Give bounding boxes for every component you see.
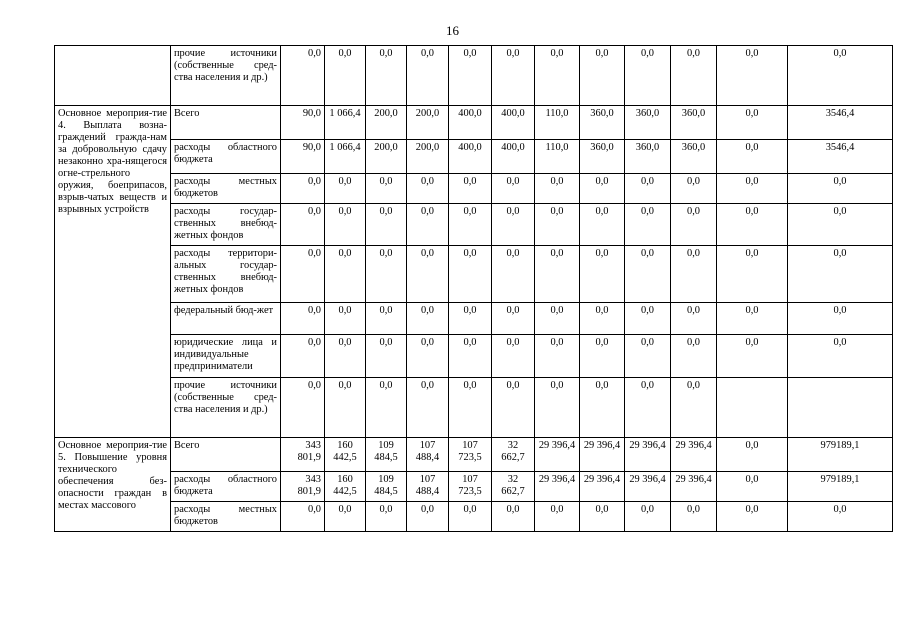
funding-source-cell: расходы территори-альных государ-ственных внебюд-жетных фондов <box>171 246 281 303</box>
funding-source-cell: расходы местных бюджетов <box>171 502 281 532</box>
value-cell: 32 662,7 <box>492 438 535 472</box>
value-cell: 0,0 <box>407 378 449 438</box>
value-cell: 343 801,9 <box>281 438 325 472</box>
value-cell: 0,0 <box>625 204 671 246</box>
value-cell: 400,0 <box>449 106 492 140</box>
value-cell: 0,0 <box>535 502 580 532</box>
table-row <box>55 140 893 174</box>
value-cell: 0,0 <box>717 46 788 106</box>
value-cell: 0,0 <box>449 303 492 335</box>
value-cell: 109 484,5 <box>366 438 407 472</box>
value-cell: 0,0 <box>492 378 535 438</box>
value-cell: 200,0 <box>407 140 449 174</box>
value-cell: 200,0 <box>407 106 449 140</box>
funding-source-cell: расходы местных бюджетов <box>171 174 281 204</box>
value-cell: 0,0 <box>535 46 580 106</box>
value-cell: 0,0 <box>717 246 788 303</box>
value-cell: 0,0 <box>325 502 366 532</box>
funding-source-cell: расходы государ-ственных внебюд-жетных фондов <box>171 204 281 246</box>
value-cell: 200,0 <box>366 106 407 140</box>
value-cell: 1 066,4 <box>325 106 366 140</box>
value-cell: 0,0 <box>717 204 788 246</box>
total-cell: 0,0 <box>788 46 893 106</box>
funding-source-cell: расходы областного бюджета <box>171 140 281 174</box>
value-cell: 90,0 <box>281 106 325 140</box>
value-cell <box>717 378 788 438</box>
value-cell: 29 396,4 <box>625 472 671 502</box>
value-cell: 0,0 <box>281 378 325 438</box>
table-row <box>55 106 893 140</box>
table-row <box>55 303 893 335</box>
value-cell: 0,0 <box>407 46 449 106</box>
table-row <box>55 246 893 303</box>
total-cell: 0,0 <box>788 174 893 204</box>
value-cell: 0,0 <box>492 502 535 532</box>
value-cell: 360,0 <box>625 140 671 174</box>
value-cell: 0,0 <box>580 378 625 438</box>
value-cell: 29 396,4 <box>535 438 580 472</box>
value-cell: 0,0 <box>325 204 366 246</box>
total-cell: 979189,1 <box>788 438 893 472</box>
value-cell: 0,0 <box>580 303 625 335</box>
value-cell: 0,0 <box>580 174 625 204</box>
funding-source-cell: юридические лица и индивидуальные предприниматели <box>171 335 281 378</box>
budget-table <box>54 45 893 532</box>
value-cell: 0,0 <box>717 140 788 174</box>
total-cell: 0,0 <box>788 204 893 246</box>
value-cell: 0,0 <box>281 335 325 378</box>
activity-cell: Основное мероприя-тие 4. Выплата возна-граждений гражда-нам за добровольную сдачу незаконно хра-нящегося огне-стрельного оружия, боеприпасов, взрыв-чатых веществ и взрывных устройств <box>55 106 171 438</box>
funding-source-cell: расходы областного бюджета <box>171 472 281 502</box>
value-cell: 0,0 <box>366 246 407 303</box>
value-cell: 107 723,5 <box>449 438 492 472</box>
value-cell: 0,0 <box>625 46 671 106</box>
value-cell: 0,0 <box>407 502 449 532</box>
activity-cell: Основное мероприя-тие 5. Повышение уровня технического обеспечения без-опасности граждан в местах массового <box>55 438 171 532</box>
value-cell: 29 396,4 <box>671 438 717 472</box>
page-number: 16 <box>446 23 459 38</box>
value-cell: 0,0 <box>281 46 325 106</box>
table-row <box>55 335 893 378</box>
table-row <box>55 378 893 438</box>
total-cell: 979189,1 <box>788 472 893 502</box>
total-cell: 0,0 <box>788 335 893 378</box>
value-cell: 0,0 <box>535 335 580 378</box>
value-cell: 0,0 <box>281 204 325 246</box>
value-cell: 29 396,4 <box>580 472 625 502</box>
value-cell: 0,0 <box>325 174 366 204</box>
table-row <box>55 174 893 204</box>
value-cell: 0,0 <box>671 46 717 106</box>
value-cell: 0,0 <box>535 246 580 303</box>
value-cell: 0,0 <box>325 303 366 335</box>
value-cell: 0,0 <box>625 246 671 303</box>
value-cell: 0,0 <box>671 174 717 204</box>
value-cell: 0,0 <box>535 204 580 246</box>
value-cell: 0,0 <box>325 246 366 303</box>
value-cell: 360,0 <box>580 140 625 174</box>
total-cell: 0,0 <box>788 303 893 335</box>
value-cell: 360,0 <box>671 140 717 174</box>
total-cell <box>788 378 893 438</box>
total-cell: 3546,4 <box>788 106 893 140</box>
value-cell: 0,0 <box>407 174 449 204</box>
value-cell: 0,0 <box>535 174 580 204</box>
value-cell: 0,0 <box>366 204 407 246</box>
value-cell: 0,0 <box>449 378 492 438</box>
value-cell: 0,0 <box>325 378 366 438</box>
value-cell: 0,0 <box>449 46 492 106</box>
activity-cell <box>55 46 171 106</box>
value-cell: 0,0 <box>625 378 671 438</box>
value-cell: 0,0 <box>492 46 535 106</box>
value-cell: 0,0 <box>671 378 717 438</box>
value-cell: 0,0 <box>717 438 788 472</box>
value-cell: 0,0 <box>717 335 788 378</box>
value-cell: 109 484,5 <box>366 472 407 502</box>
value-cell: 343 801,9 <box>281 472 325 502</box>
table-row <box>55 46 893 106</box>
value-cell: 110,0 <box>535 140 580 174</box>
table-row <box>55 472 893 502</box>
value-cell: 0,0 <box>281 502 325 532</box>
value-cell: 360,0 <box>580 106 625 140</box>
value-cell: 0,0 <box>281 246 325 303</box>
value-cell: 0,0 <box>449 502 492 532</box>
value-cell: 0,0 <box>492 246 535 303</box>
value-cell: 400,0 <box>492 140 535 174</box>
table-row <box>55 204 893 246</box>
value-cell: 0,0 <box>625 174 671 204</box>
value-cell: 0,0 <box>717 174 788 204</box>
value-cell: 0,0 <box>366 378 407 438</box>
value-cell: 0,0 <box>407 303 449 335</box>
value-cell: 32 662,7 <box>492 472 535 502</box>
value-cell: 0,0 <box>366 502 407 532</box>
total-cell: 3546,4 <box>788 140 893 174</box>
value-cell: 0,0 <box>625 335 671 378</box>
value-cell: 0,0 <box>366 335 407 378</box>
total-cell: 0,0 <box>788 502 893 532</box>
value-cell: 0,0 <box>671 502 717 532</box>
value-cell: 0,0 <box>625 502 671 532</box>
value-cell: 0,0 <box>449 335 492 378</box>
value-cell: 160 442,5 <box>325 438 366 472</box>
value-cell: 160 442,5 <box>325 472 366 502</box>
funding-source-cell: Всего <box>171 106 281 140</box>
funding-source-cell: прочие источники (собственные сред-ства населения и др.) <box>171 46 281 106</box>
funding-source-cell: федеральный бюд-жет <box>171 303 281 335</box>
value-cell: 29 396,4 <box>535 472 580 502</box>
value-cell: 400,0 <box>492 106 535 140</box>
value-cell: 0,0 <box>717 106 788 140</box>
value-cell: 0,0 <box>580 204 625 246</box>
value-cell: 107 488,4 <box>407 438 449 472</box>
value-cell: 1 066,4 <box>325 140 366 174</box>
value-cell: 0,0 <box>492 335 535 378</box>
value-cell: 0,0 <box>535 303 580 335</box>
value-cell: 0,0 <box>671 204 717 246</box>
value-cell: 0,0 <box>535 378 580 438</box>
value-cell: 110,0 <box>535 106 580 140</box>
value-cell: 29 396,4 <box>580 438 625 472</box>
funding-source-cell: Всего <box>171 438 281 472</box>
value-cell: 29 396,4 <box>671 472 717 502</box>
value-cell: 0,0 <box>366 303 407 335</box>
value-cell: 0,0 <box>492 174 535 204</box>
value-cell: 90,0 <box>281 140 325 174</box>
value-cell: 360,0 <box>625 106 671 140</box>
value-cell: 0,0 <box>325 46 366 106</box>
value-cell: 0,0 <box>671 246 717 303</box>
value-cell: 0,0 <box>407 335 449 378</box>
table-body <box>55 46 893 532</box>
value-cell: 0,0 <box>449 246 492 303</box>
table-row <box>55 502 893 532</box>
value-cell: 0,0 <box>580 246 625 303</box>
funding-source-cell: прочие источники (собственные сред-ства населения и др.) <box>171 378 281 438</box>
value-cell: 0,0 <box>492 303 535 335</box>
value-cell: 0,0 <box>325 335 366 378</box>
value-cell: 0,0 <box>281 303 325 335</box>
value-cell: 107 488,4 <box>407 472 449 502</box>
value-cell: 0,0 <box>366 174 407 204</box>
value-cell: 0,0 <box>407 204 449 246</box>
value-cell: 0,0 <box>671 335 717 378</box>
total-cell: 0,0 <box>788 246 893 303</box>
value-cell: 0,0 <box>449 174 492 204</box>
value-cell: 200,0 <box>366 140 407 174</box>
value-cell: 0,0 <box>492 204 535 246</box>
value-cell: 0,0 <box>717 502 788 532</box>
value-cell: 0,0 <box>580 502 625 532</box>
value-cell: 0,0 <box>580 335 625 378</box>
value-cell: 360,0 <box>671 106 717 140</box>
value-cell: 0,0 <box>717 303 788 335</box>
value-cell: 29 396,4 <box>625 438 671 472</box>
value-cell: 0,0 <box>281 174 325 204</box>
value-cell: 0,0 <box>449 204 492 246</box>
value-cell: 107 723,5 <box>449 472 492 502</box>
value-cell: 400,0 <box>449 140 492 174</box>
value-cell: 0,0 <box>407 246 449 303</box>
value-cell: 0,0 <box>366 46 407 106</box>
value-cell: 0,0 <box>580 46 625 106</box>
value-cell: 0,0 <box>625 303 671 335</box>
table-row <box>55 438 893 472</box>
value-cell: 0,0 <box>717 472 788 502</box>
value-cell: 0,0 <box>671 303 717 335</box>
